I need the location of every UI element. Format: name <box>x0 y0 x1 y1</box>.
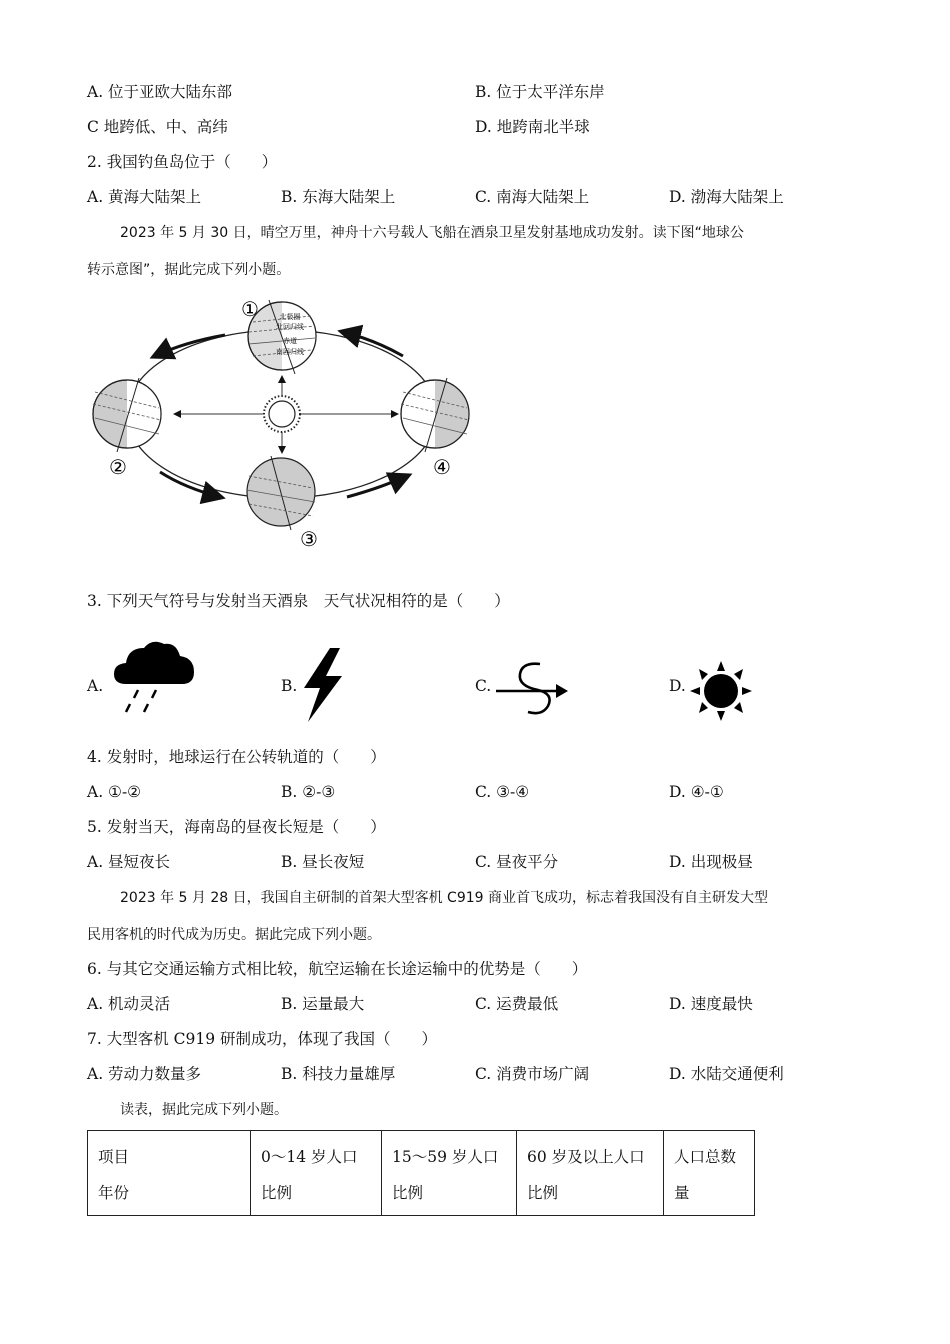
q6-option-a: A. 机动灵活 <box>87 995 171 1013</box>
q3-option-d: D. <box>669 677 686 695</box>
earth-revolution-diagram <box>85 292 485 554</box>
q7-option-d: D. 水陆交通便利 <box>669 1065 784 1083</box>
q1-option-b: B. 位于太平洋东岸 <box>475 83 605 101</box>
q1-option-a: A. 位于亚欧大陆东部 <box>87 83 233 101</box>
q4-option-a: A. ①-② <box>87 783 142 801</box>
lat-label-equator: 赤道 <box>283 337 297 345</box>
q3-option-c: C. <box>475 677 492 695</box>
q4-option-b: B. ②-③ <box>281 783 336 801</box>
table-header-cell: 项目 年份 <box>88 1131 251 1216</box>
q7-stem: 7. 大型客机 C919 研制成功，体现了我国（ ） <box>87 1030 438 1048</box>
position-label-2: ② <box>109 455 127 479</box>
q5-option-b: B. 昼长夜短 <box>281 853 365 871</box>
q7-option-c: C. 消费市场广阔 <box>475 1065 590 1083</box>
table-header-cell: 15～59 岁人口 比例 <box>382 1131 517 1216</box>
q6-option-c: C. 运费最低 <box>475 995 559 1013</box>
passage1-line1: 2023 年 5 月 30 日，晴空万里，神舟十六号载人飞船在酒泉卫星发射基地成功发射。读下图“地球公 <box>120 225 744 241</box>
q5-option-c: C. 昼夜平分 <box>475 853 559 871</box>
earth-position-3 <box>247 456 315 530</box>
q7-option-b: B. 科技力量雄厚 <box>281 1065 396 1083</box>
q6-option-b: B. 运量最大 <box>281 995 365 1013</box>
position-label-4: ④ <box>433 455 451 479</box>
q5-option-d: D. 出现极昼 <box>669 853 753 871</box>
lat-label-tropic-capricorn: 南回归线 <box>276 348 304 356</box>
lightning-icon <box>300 646 346 724</box>
position-label-1: ① <box>241 297 259 321</box>
q3-stem: 3. 下列天气符号与发射当天酒泉 天气状况相符的是（ ） <box>87 592 510 610</box>
table-header-cell: 人口总数 量 <box>664 1131 755 1216</box>
q7-option-a: A. 劳动力数量多 <box>87 1065 202 1083</box>
passage2-line2: 民用客机的时代成为历史。据此完成下列小题。 <box>87 927 381 943</box>
table-header-cell: 60 岁及以上人口 比例 <box>517 1131 664 1216</box>
wind-icon <box>494 660 570 718</box>
q6-option-d: D. 速度最快 <box>669 995 753 1013</box>
population-table <box>87 1130 755 1216</box>
lat-label-arctic: 北极圈 <box>279 313 301 321</box>
q5-option-a: A. 昼短夜长 <box>87 853 171 871</box>
sunny-icon <box>688 660 754 722</box>
lat-label-tropic-cancer: 北回归线 <box>276 323 304 331</box>
passage2-line1: 2023 年 5 月 28 日，我国自主研制的首架大型客机 C919 商业首飞成功，标志着我国没有自主研发大型 <box>120 890 768 906</box>
q1-option-c: C 地跨低、中、高纬 <box>87 118 228 136</box>
q4-stem: 4. 发射时，地球运行在公转轨道的（ ） <box>87 748 386 766</box>
q2-option-d: D. 渤海大陆架上 <box>669 188 784 206</box>
q3-option-b: B. <box>281 677 298 695</box>
q4-option-c: C. ③-④ <box>475 783 530 801</box>
q2-option-a: A. 黄海大陆架上 <box>87 188 202 206</box>
q5-stem: 5. 发射当天，海南岛的昼夜长短是（ ） <box>87 818 386 836</box>
position-label-3: ③ <box>300 527 318 551</box>
sun-icon <box>264 396 300 432</box>
table-header-row <box>88 1131 755 1216</box>
q2-option-c: C. 南海大陆架上 <box>475 188 590 206</box>
q6-stem: 6. 与其它交通运输方式相比较，航空运输在长途运输中的优势是（ ） <box>87 960 588 978</box>
earth-position-4 <box>401 378 469 452</box>
q3-option-a: A. <box>87 677 104 695</box>
q4-option-d: D. ④-① <box>669 783 724 801</box>
passage3: 读表，据此完成下列小题。 <box>120 1102 288 1118</box>
earth-position-2 <box>93 378 161 452</box>
passage1-line2: 转示意图”，据此完成下列小题。 <box>87 262 291 278</box>
q2-option-b: B. 东海大陆架上 <box>281 188 396 206</box>
q2-stem: 2. 我国钓鱼岛位于（ ） <box>87 153 278 171</box>
rain-cloud-icon <box>112 638 196 714</box>
q1-option-d: D. 地跨南北半球 <box>475 118 590 136</box>
table-header-cell: 0～14 岁人口 比例 <box>251 1131 382 1216</box>
